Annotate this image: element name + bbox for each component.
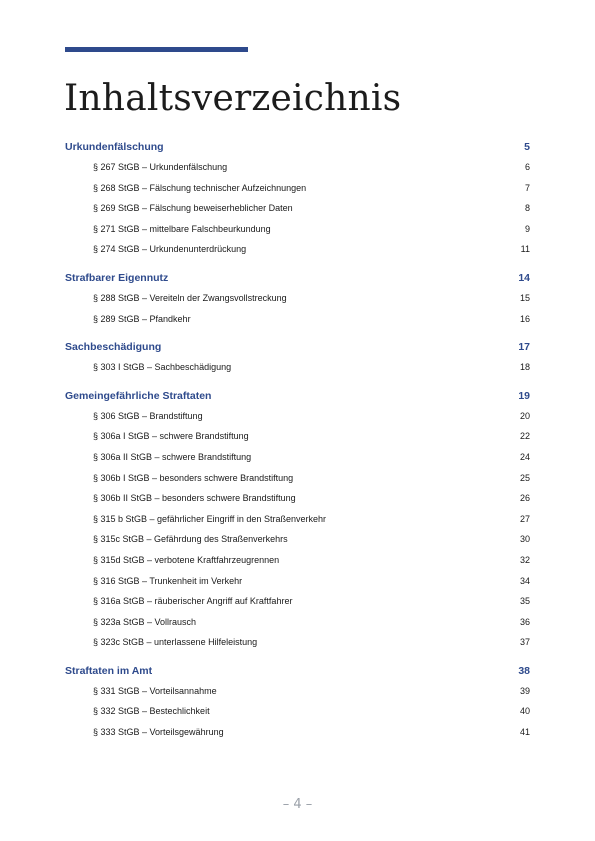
toc-entry[interactable] — [65, 239, 530, 260]
toc-entry-title: § 315 b StGB – gefährlicher Eingriff in den Straßenverkehr — [93, 513, 326, 524]
toc-entry-title: § 274 StGB – Urkundenunterdrückung — [93, 244, 247, 255]
toc-section-heading[interactable] — [65, 268, 530, 288]
toc-entry-page-number: 25 — [519, 472, 530, 483]
toc-entry-page-number: 36 — [519, 616, 530, 627]
toc-entry-title: § 303 I StGB – Sachbeschädigung — [93, 362, 232, 373]
toc-entry-page-number: 9 — [524, 223, 530, 234]
toc-entry-page-number: 18 — [519, 362, 530, 373]
toc-entry-title: § 268 StGB – Fälschung technischer Aufzeichnungen — [93, 182, 307, 193]
toc-entry[interactable] — [65, 612, 530, 633]
toc-entry[interactable] — [65, 681, 530, 702]
toc-entry-title: § 316a StGB – räuberischer Angriff auf Kraftfahrer — [93, 596, 293, 607]
accent-bar — [65, 47, 248, 52]
toc-entry[interactable] — [65, 288, 530, 309]
toc-entry-page-number: 6 — [524, 162, 530, 172]
toc-entry-title: § 332 StGB – Bestechlichkeit — [93, 706, 210, 717]
toc-entry[interactable] — [65, 701, 530, 722]
toc-entry-title: § 315c StGB – Gefährdung des Straßenverkehrs — [93, 534, 288, 545]
toc-entry-page-number: 16 — [519, 313, 530, 324]
toc-entry-page-number: 39 — [519, 685, 530, 696]
toc-entry-page-number: 37 — [519, 637, 530, 648]
toc-section-heading[interactable] — [65, 386, 530, 406]
page-number-footer: – 4 – — [282, 797, 313, 812]
toc-entry-page-number: 8 — [524, 203, 530, 214]
toc-entry[interactable] — [65, 357, 530, 378]
toc-entry[interactable] — [65, 309, 530, 330]
toc-entry[interactable] — [65, 509, 530, 530]
toc-entry[interactable] — [65, 571, 530, 592]
toc-section-title: Gemeingefährliche Straftaten — [65, 389, 212, 402]
toc-entry-title: § 331 StGB – Vorteilsannahme — [93, 685, 217, 696]
toc-entry-title: § 271 StGB – mittelbare Falschbeurkundung — [93, 223, 271, 234]
toc-section-heading[interactable] — [65, 661, 530, 681]
toc-section-title: Urkundenfälschung — [65, 141, 164, 153]
toc-entry-page-number: 15 — [519, 292, 530, 303]
toc-entry-page-number: 32 — [519, 554, 530, 565]
toc-entry[interactable] — [65, 157, 530, 178]
toc-entry[interactable] — [65, 468, 530, 489]
toc-entry-title: § 306 StGB – Brandstiftung — [93, 410, 203, 421]
toc-entry-title: § 269 StGB – Fälschung beweiserheblicher Daten — [93, 203, 293, 214]
toc-entry-page-number: 41 — [519, 727, 530, 738]
toc-section-page-number: 14 — [518, 271, 530, 284]
toc-entry-title: § 306a II StGB – schwere Brandstiftung — [93, 451, 252, 462]
toc-entry-page-number: 30 — [519, 534, 530, 545]
toc-entry-page-number: 7 — [524, 182, 530, 193]
toc-section-page-number: 17 — [518, 341, 530, 354]
toc-entry-title: § 289 StGB – Pfandkehr — [93, 313, 191, 324]
toc-section-page-number: 5 — [524, 141, 530, 153]
toc-entry-page-number: 26 — [519, 493, 530, 504]
toc-entry-page-number: 34 — [519, 575, 530, 586]
toc-entry-page-number: 20 — [519, 410, 530, 421]
toc-entry-title: § 288 StGB – Vereiteln der Zwangsvollstreckung — [93, 292, 287, 303]
toc-entry-title: § 267 StGB – Urkundenfälschung — [93, 162, 228, 172]
table-of-contents — [65, 137, 530, 751]
toc-entry[interactable] — [65, 632, 530, 653]
toc-section-page-number: 38 — [518, 664, 530, 677]
toc-entry[interactable] — [65, 529, 530, 550]
toc-section-heading[interactable] — [65, 137, 530, 157]
toc-section — [65, 268, 530, 329]
page-title: Inhaltsverzeichnis — [64, 78, 402, 119]
toc-entry-title: § 306b I StGB – besonders schwere Brandstiftung — [93, 472, 294, 483]
toc-entry-title: § 306b II StGB – besonders schwere Brandstiftung — [93, 493, 296, 504]
toc-entry[interactable] — [65, 178, 530, 199]
toc-entry[interactable] — [65, 591, 530, 612]
toc-section-page-number: 19 — [518, 389, 530, 402]
toc-entry-page-number: 22 — [519, 431, 530, 442]
toc-section-title: Straftaten im Amt — [65, 664, 153, 677]
toc-entry[interactable] — [65, 488, 530, 509]
toc-entry[interactable] — [65, 198, 530, 219]
toc-entry-page-number: 11 — [520, 244, 530, 255]
toc-entry-title: § 316 StGB – Trunkenheit im Verkehr — [93, 575, 243, 586]
toc-section-title: Strafbarer Eigennutz — [65, 271, 169, 284]
toc-entry-title: § 333 StGB – Vorteilsgewährung — [93, 727, 224, 738]
toc-section — [65, 386, 530, 653]
toc-entry-title: § 315d StGB – verbotene Kraftfahrzeugrennen — [93, 554, 280, 565]
toc-entry[interactable] — [65, 219, 530, 240]
toc-entry[interactable] — [65, 406, 530, 427]
toc-section — [65, 661, 530, 743]
toc-entry[interactable] — [65, 426, 530, 447]
toc-entry-page-number: 27 — [519, 513, 530, 524]
toc-section-title: Sachbeschädigung — [65, 341, 162, 354]
toc-entry-title: § 306a I StGB – schwere Brandstiftung — [93, 431, 249, 442]
toc-entry-title: § 323a StGB – Vollrausch — [93, 616, 197, 627]
toc-section — [65, 337, 530, 378]
toc-entry-title: § 323c StGB – unterlassene Hilfeleistung — [93, 637, 258, 648]
toc-entry-page-number: 24 — [519, 451, 530, 462]
toc-entry[interactable] — [65, 447, 530, 468]
toc-entry[interactable] — [65, 550, 530, 571]
toc-entry-page-number: 40 — [519, 706, 530, 717]
toc-entry[interactable] — [65, 722, 530, 743]
toc-section-heading[interactable] — [65, 337, 530, 357]
toc-section — [65, 137, 530, 260]
toc-entry-page-number: 35 — [519, 596, 530, 607]
